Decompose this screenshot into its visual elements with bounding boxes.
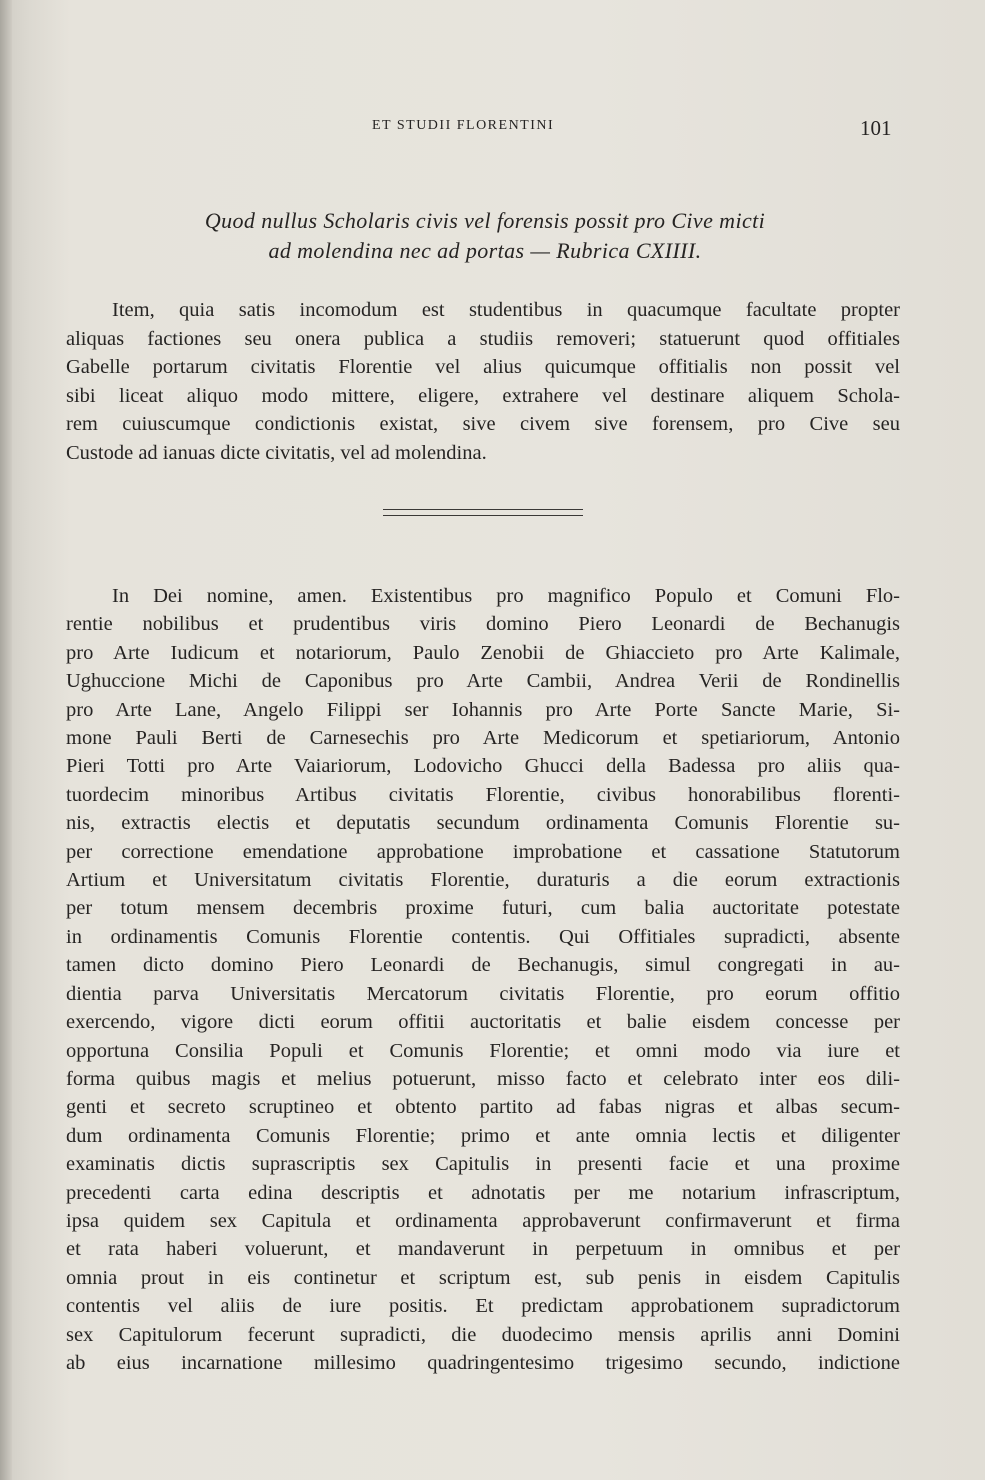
page-number: 101 [860, 116, 892, 140]
text-line: rentie nobilibus et prudentibus viris domino Piero Leonardi de Bechanugis [66, 613, 900, 636]
text-line: sex Capitulorum fecerunt supradicti, die duodecimo mensis aprilis anni Domini [66, 1323, 900, 1346]
text-line: pro Arte Iudicum et notariorum, Paulo Zenobii de Ghiaccieto pro Arte Kalimale, [66, 641, 900, 664]
text-line: dum ordinamenta Comunis Florentie; primo et ante omnia lectis et diligenter [66, 1124, 900, 1147]
text-line: examinatis dictis suprascriptis sex Capitulis in presenti facie et una proxime [66, 1153, 900, 1176]
text-line: tuordecim minoribus Artibus civitatis Florentie, civibus honorabilibus florenti- [66, 783, 900, 806]
text-line: In Dei nomine, amen. Existentibus pro magnifico Populo et Comuni Flo- [112, 585, 900, 607]
rubric-heading [68, 206, 902, 266]
text-line: ipsa quidem sex Capitula et ordinamenta approbaverunt confirmaverunt et firma [66, 1209, 900, 1232]
text-line: precedenti carta edina descriptis et adnotatis per me notarium infrascriptum, [66, 1181, 900, 1204]
text-line: pro Arte Lane, Angelo Filippi ser Iohannis pro Arte Porte Sancte Marie, Si- [66, 698, 900, 721]
text-line: et rata haberi voluerunt, et mandaverunt in perpetuum in omnibus et per [66, 1238, 900, 1261]
text-line: omnia prout in eis continetur et scriptum est, sub penis in eisdem Capitulis [66, 1266, 900, 1289]
section-divider-rule [383, 509, 583, 516]
text-line: Custode ad ianuas dicte civitatis, vel ad molendina. [66, 441, 487, 464]
text-line: Artium et Universitatum civitatis Florentie, duraturis a die eorum extractionis [66, 869, 900, 892]
text-line: exercendo, vigore dicti eorum offitii auctoritatis et balie eisdem concesse per [66, 1011, 900, 1034]
running-header-title: ET STUDII FLORENTINI [372, 118, 555, 133]
approval-paragraph [66, 582, 900, 1377]
rubric-line: ad molendina nec ad portas — Rubrica CXIIII. [268, 238, 702, 263]
text-line: genti et secreto scruptineo et obtento partito ad fabas nigras et albas secum- [66, 1096, 900, 1119]
text-line: mone Pauli Berti de Carnesechis pro Arte Medicorum et spetiariorum, Antonio [66, 727, 900, 750]
text-line: ab eius incarnatione millesimo quadringentesimo trigesimo secundo, indictione [66, 1351, 900, 1374]
text-line: Gabelle portarum civitatis Florentie vel alius quicumque offitialis non possit vel [66, 356, 900, 379]
page-gutter-shadow [0, 0, 12, 1480]
text-line: tamen dicto domino Piero Leonardi de Bechanugis, simul congregati in au- [66, 954, 900, 977]
text-line: aliquas factiones seu onera publica a studiis removeri; statuerunt quod offitiales [66, 327, 900, 350]
rubric-line: Quod nullus Scholaris civis vel forensis possit pro Cive micti [204, 208, 766, 233]
text-line: Ughuccione Michi de Caponibus pro Arte Cambii, Andrea Verii de Rondinellis [66, 670, 900, 693]
text-line: per correctione emendatione approbatione improbatione et cassatione Statutorum [66, 840, 900, 863]
text-line: opportuna Consilia Populi et Comunis Florentie; et omni modo via iure et [66, 1039, 900, 1062]
text-line: contentis vel aliis de iure positis. Et predictam approbationem supradictorum [66, 1295, 900, 1318]
text-line: rem cuiuscumque condictionis existat, sive civem sive forensem, pro Cive seu [66, 413, 900, 436]
statute-paragraph [66, 296, 900, 468]
text-line: per totum mensem decembris proxime futuri, cum balia auctoritate potestate [66, 897, 900, 920]
text-line: dientia parva Universitatis Mercatorum civitatis Florentie, pro eorum offitio [66, 982, 900, 1005]
text-line: sibi liceat aliquo modo mittere, eligere, extrahere vel destinare aliquem Schola- [66, 384, 900, 407]
text-line: Item, quia satis incomodum est studentibus in quacumque facultate propter [112, 299, 900, 321]
text-line: nis, extractis electis et deputatis secundum ordinamenta Comunis Florentie su- [66, 812, 900, 835]
text-line: forma quibus magis et melius potuerunt, misso facto et celebrato inter eos dili- [66, 1067, 900, 1090]
text-line: Pieri Totti pro Arte Vaiariorum, Lodovicho Ghucci della Badessa pro aliis qua- [66, 755, 900, 778]
text-line: in ordinamentis Comunis Florentie contentis. Qui Offitiales supradicti, absente [66, 925, 900, 948]
